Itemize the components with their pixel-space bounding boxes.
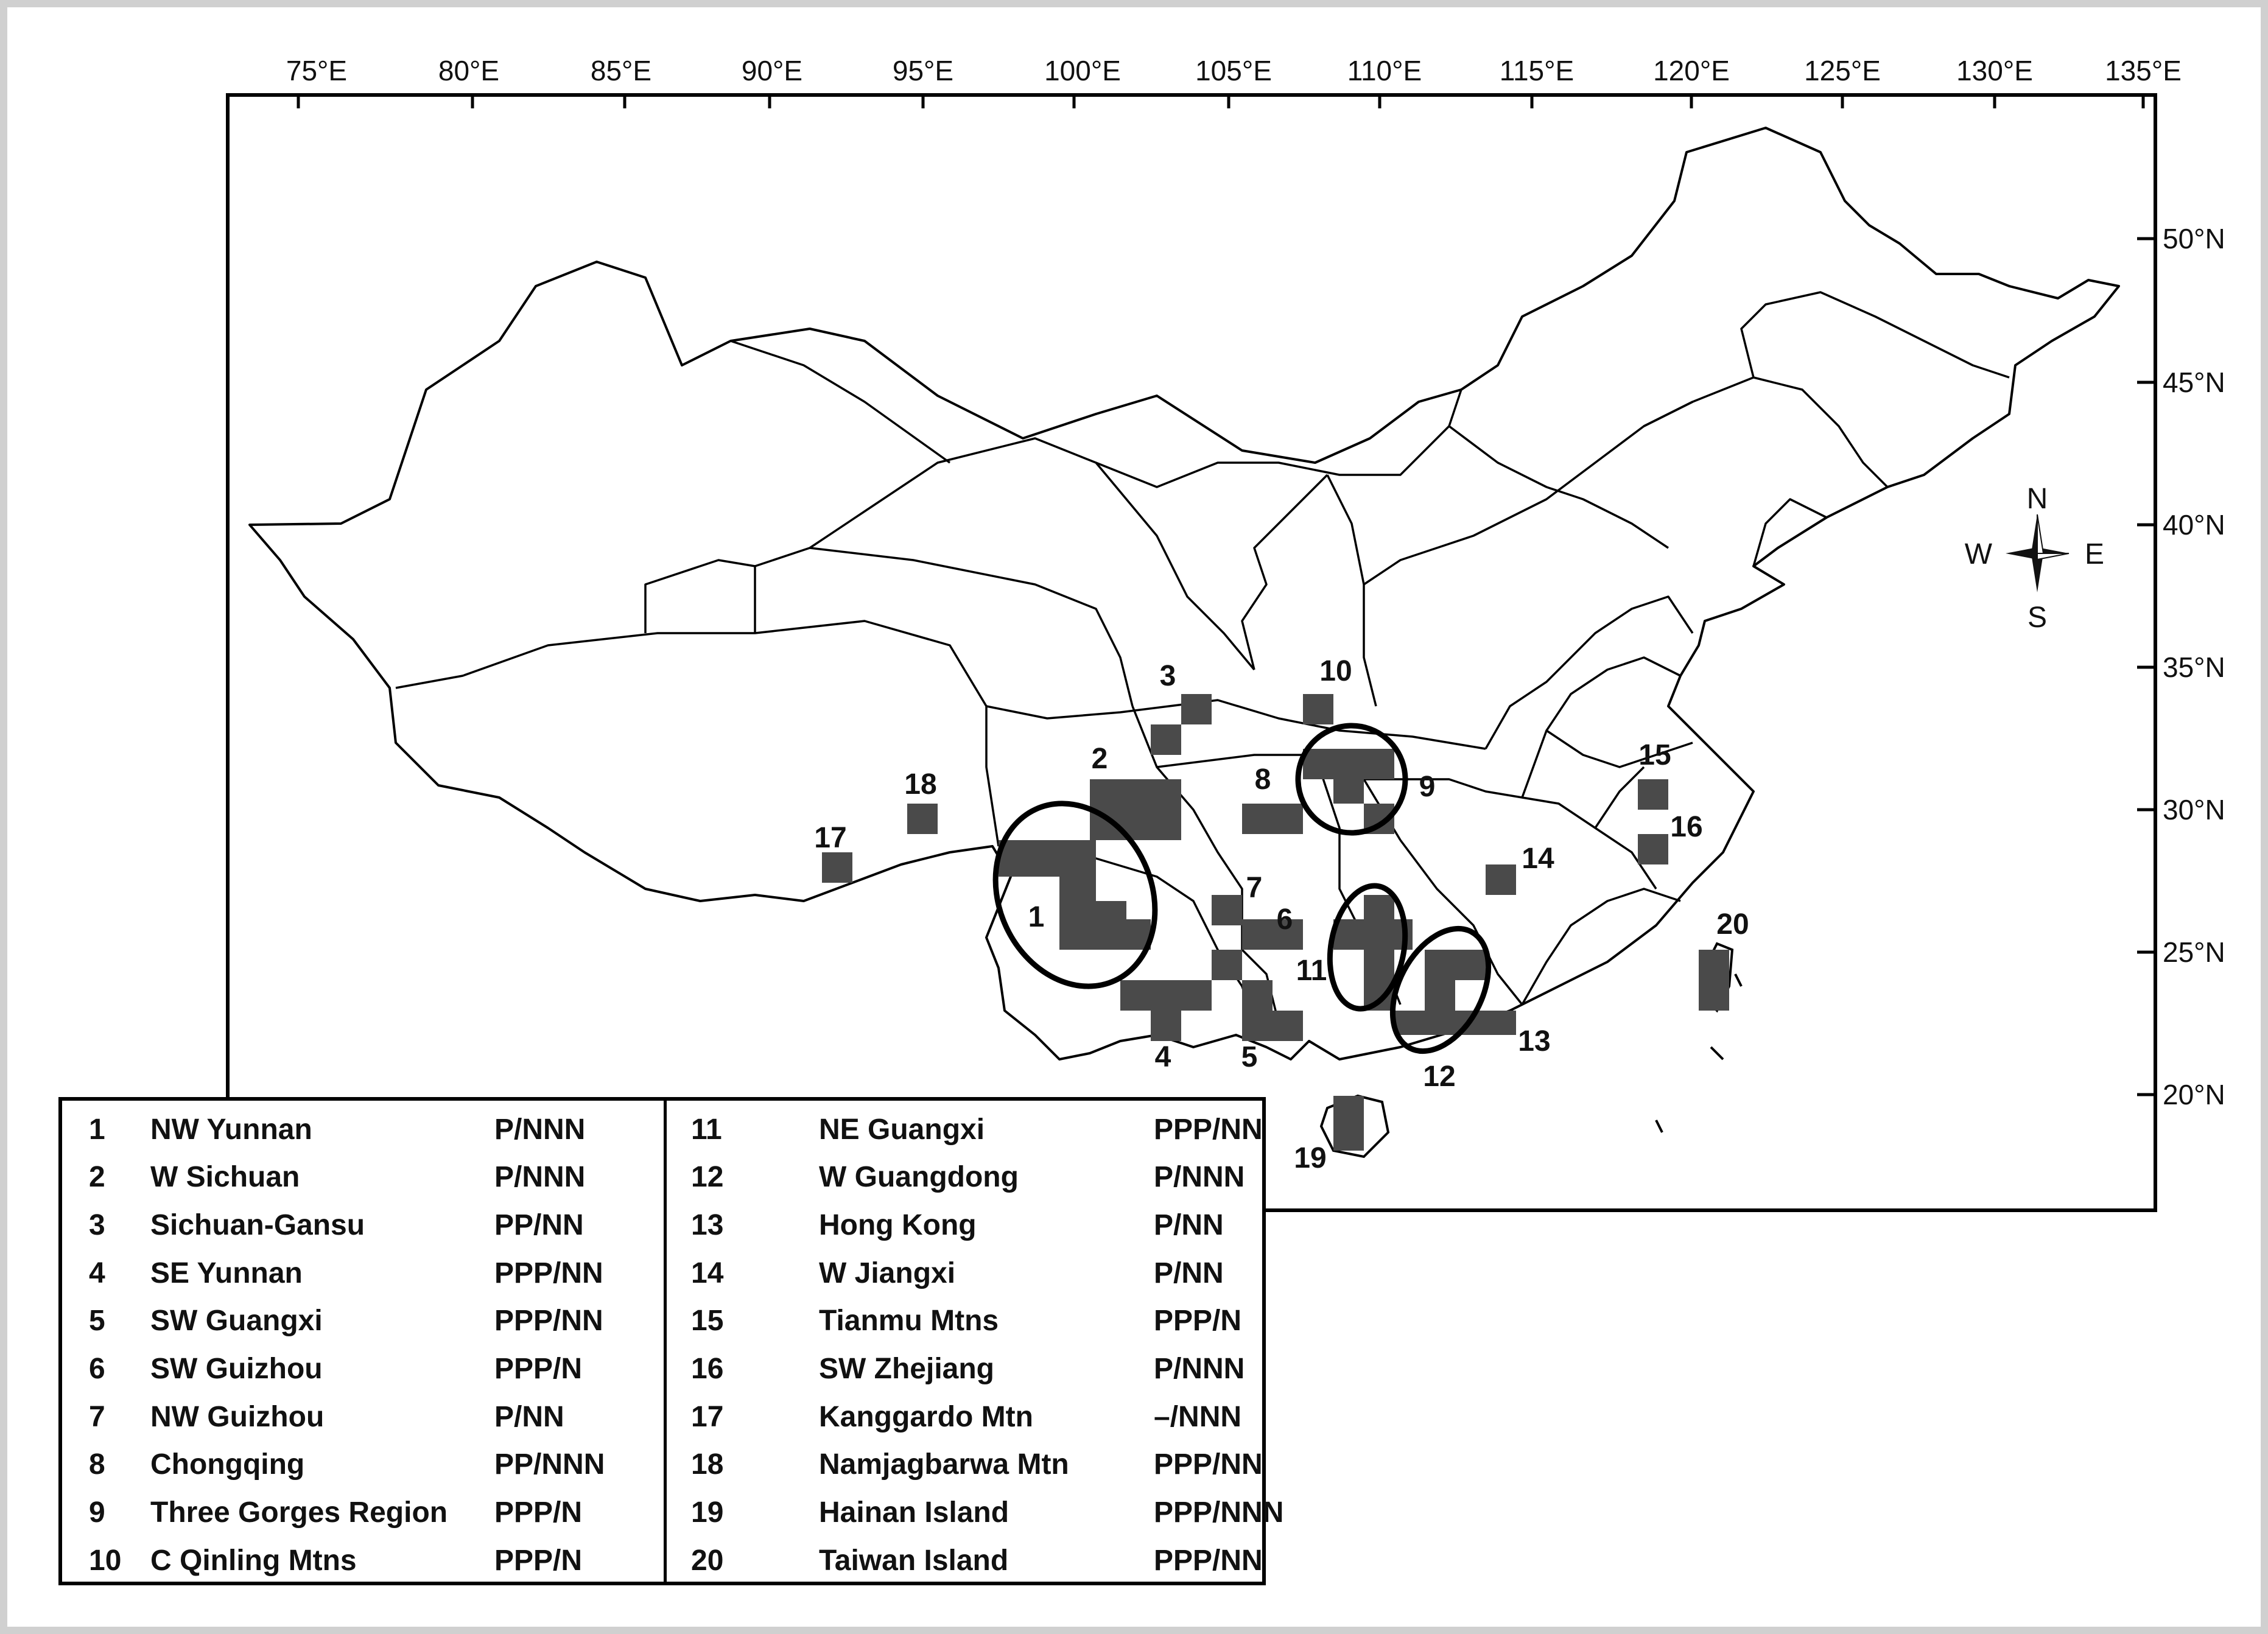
lon-label: 125°E (1804, 55, 1881, 86)
legend-code: PPP/N (494, 1353, 583, 1385)
legend-name: SW Zhejiang (819, 1353, 994, 1385)
legend-num: 18 (691, 1448, 724, 1481)
legend-row (667, 1440, 1262, 1488)
region-number: 8 (1254, 763, 1271, 796)
compass-west: W (1964, 538, 1992, 570)
region-number: 1 (1028, 901, 1045, 933)
legend-name: NW Guizhou (150, 1401, 325, 1433)
legend-num: 11 (691, 1113, 722, 1146)
legend-row (62, 1201, 664, 1249)
legend-code: PPP/N (1154, 1305, 1242, 1337)
lon-label: 100°E (1044, 55, 1121, 86)
legend-name: Hong Kong (819, 1209, 977, 1241)
lon-label: 80°E (438, 55, 500, 86)
legend-name: NE Guangxi (819, 1113, 985, 1146)
legend-name: W Sichuan (150, 1161, 300, 1193)
legend-column-right (667, 1101, 1284, 1582)
lat-label: 50°N (2163, 223, 2225, 254)
legend-num: 17 (691, 1401, 724, 1433)
region-number: 15 (1638, 739, 1671, 771)
compass-north: N (2026, 483, 2048, 515)
legend-row (62, 1537, 664, 1584)
legend-code: P/NNN (1154, 1161, 1245, 1193)
lon-label: 135°E (2105, 55, 2182, 86)
lon-label: 130°E (1956, 55, 2033, 86)
legend-num: 7 (89, 1401, 105, 1433)
legend-num: 14 (691, 1257, 724, 1289)
lon-label: 105°E (1195, 55, 1272, 86)
legend-code: P/NNN (494, 1161, 586, 1193)
region-number: 10 (1319, 655, 1352, 687)
legend-row (667, 1153, 1262, 1201)
legend-code: PP/NNN (494, 1448, 605, 1481)
legend-row (667, 1393, 1262, 1440)
legend-code: PPP/N (494, 1545, 583, 1577)
lon-label: 75°E (286, 55, 348, 86)
legend-code: PPP/NN (1154, 1545, 1263, 1577)
region-number: 3 (1159, 660, 1176, 692)
legend-row (62, 1345, 664, 1392)
lat-label: 45°N (2163, 366, 2225, 398)
legend-code: P/NN (494, 1401, 564, 1433)
legend-code: PPP/NN (1154, 1448, 1263, 1481)
region-number: 20 (1716, 908, 1749, 941)
legend-code: PP/NN (494, 1209, 584, 1241)
legend-num: 6 (89, 1353, 105, 1385)
legend-num: 16 (691, 1353, 724, 1385)
region-number: 14 (1522, 843, 1554, 875)
lat-label: 35°N (2163, 651, 2225, 683)
legend-num: 10 (89, 1545, 122, 1577)
lon-label: 85°E (590, 55, 652, 86)
legend-num: 19 (691, 1496, 724, 1529)
region-number: 7 (1246, 872, 1263, 904)
legend-num: 20 (691, 1545, 724, 1577)
legend-code: PPP/NN (1154, 1113, 1263, 1146)
legend-row (667, 1249, 1262, 1297)
lat-label: 30°N (2163, 794, 2225, 826)
legend-num: 13 (691, 1209, 724, 1241)
compass-south: S (2027, 601, 2048, 634)
lat-label: 25°N (2163, 936, 2225, 968)
legend-row (62, 1297, 664, 1344)
legend-code: P/NN (1154, 1257, 1224, 1289)
legend-num: 12 (691, 1161, 724, 1193)
region-number: 11 (1296, 955, 1327, 987)
legend-code: PPP/NN (494, 1257, 603, 1289)
legend-row (62, 1249, 664, 1297)
region-number: 19 (1294, 1142, 1327, 1174)
legend-code: PPP/N (494, 1496, 583, 1529)
legend-num: 1 (89, 1113, 105, 1146)
region-number: 9 (1419, 771, 1436, 803)
legend-name: W Guangdong (819, 1161, 1019, 1193)
legend-row (667, 1345, 1262, 1392)
legend-code: PPP/NNN (1154, 1496, 1284, 1529)
legend-code: P/NNN (1154, 1353, 1245, 1385)
legend-name: Kanggardo Mtn (819, 1401, 1033, 1433)
lat-label: 20°N (2163, 1079, 2225, 1110)
legend-num: 15 (691, 1305, 724, 1337)
legend-code: P/NNN (494, 1113, 586, 1146)
region-number: 17 (814, 822, 847, 854)
legend-row (667, 1297, 1262, 1344)
legend-table (58, 1097, 1284, 1585)
legend-row (62, 1440, 664, 1488)
compass-east: E (2085, 538, 2105, 570)
legend-row (62, 1488, 664, 1536)
legend-name: SW Guizhou (150, 1353, 323, 1385)
region-number: 2 (1091, 743, 1108, 775)
legend-name: SW Guangxi (150, 1305, 323, 1337)
legend-name: C Qinling Mtns (150, 1545, 357, 1577)
lat-label: 40°N (2163, 509, 2225, 541)
legend-num: 9 (89, 1496, 105, 1529)
legend-name: W Jiangxi (819, 1257, 956, 1289)
lon-label: 110°E (1347, 55, 1422, 86)
lon-label: 115°E (1499, 55, 1575, 86)
legend-num: 4 (89, 1257, 105, 1289)
legend-code: PPP/NN (494, 1305, 603, 1337)
legend-row (667, 1488, 1284, 1536)
legend-name: Hainan Island (819, 1496, 1009, 1529)
legend-row (62, 1106, 664, 1153)
legend-num: 2 (89, 1161, 105, 1193)
legend-name: Namjagbarwa Mtn (819, 1448, 1069, 1481)
legend-row (62, 1153, 664, 1201)
region-number: 6 (1276, 903, 1293, 936)
legend-code: –/NNN (1154, 1401, 1242, 1433)
legend-name: Sichuan-Gansu (150, 1209, 365, 1241)
region-number: 12 (1423, 1061, 1456, 1093)
legend-row (62, 1393, 664, 1440)
region-number: 13 (1518, 1025, 1551, 1057)
lon-label: 95°E (892, 55, 954, 86)
lon-label: 120°E (1653, 55, 1730, 86)
legend-num: 8 (89, 1448, 105, 1481)
legend-name: NW Yunnan (150, 1113, 312, 1146)
legend-row (667, 1201, 1262, 1249)
legend-code: P/NN (1154, 1209, 1224, 1241)
legend-name: Three Gorges Region (150, 1496, 448, 1529)
legend-num: 5 (89, 1305, 105, 1337)
legend-name: Chongqing (150, 1448, 305, 1481)
region-number: 16 (1670, 811, 1703, 843)
legend-name: SE Yunnan (150, 1257, 303, 1289)
legend-name: Tianmu Mtns (819, 1305, 999, 1337)
lon-label: 90°E (741, 55, 803, 86)
legend-row (667, 1537, 1262, 1584)
region-number: 5 (1241, 1041, 1258, 1073)
legend-num: 3 (89, 1209, 105, 1241)
legend-column-left (62, 1101, 667, 1582)
region-number: 4 (1154, 1041, 1171, 1073)
legend-row (667, 1106, 1262, 1153)
legend-name: Taiwan Island (819, 1545, 1009, 1577)
region-number: 18 (904, 768, 937, 801)
